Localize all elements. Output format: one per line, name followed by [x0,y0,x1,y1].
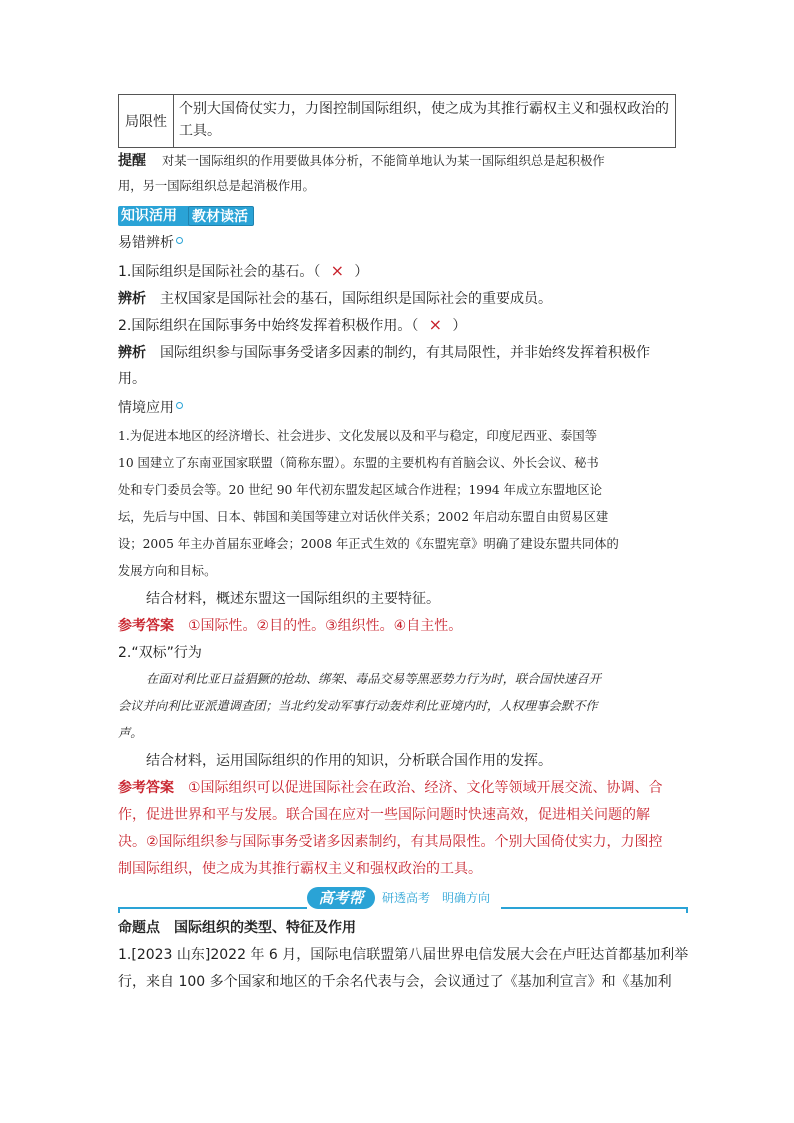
exam-question-line: 行，来自 100 多个国家和地区的千余名代表与会，会议通过了《基加利宣言》和《基加利 [118,974,672,990]
gaokao-banner [118,887,688,911]
analysis-label: 辨析 [118,291,146,307]
scenario-question-2: 结合材料，运用国际组织的作用的知识，分析联合国作用的发挥。 [146,753,552,769]
banner-subtitle: 研透高考 明确方向 [382,891,491,905]
tip-text-line: 用，另一国际组织总是起消极作用。 [118,179,315,193]
heading-dot-icon [176,402,183,409]
banner-hook [118,907,128,913]
question-1 [118,261,368,282]
answer-label: 参考答案 [118,618,174,634]
mistakes-heading-text: 易错辨析 [118,235,174,251]
table-text-line: 个别大国倚仗实力，力图控制国际组织，使之成为其推行霸权主义和强权政治的 [179,101,669,117]
section-tag-knowledge: 知识活用 [118,206,190,226]
table-text-line: 工具。 [179,123,221,139]
answer-2-line: 作，促进世界和平与发展。联合国在应对一些国际问题时快速高效，促进相关问题的解 [118,807,650,823]
material-1-line: 10 国建立了东南亚国家联盟（简称东盟）。东盟的主要机构有首脑会议、外长会议、秘书 [118,456,599,470]
analysis-1-text: 主权国家是国际社会的基石，国际组织是国际社会的重要成员。 [160,291,552,307]
bracket-close: ） [452,318,467,334]
answer-2-text: ①国际组织可以促进国际社会在政治、经济、文化等领域开展交流、协调、合 [188,780,663,796]
material-1-line: 设；2005 年主办首届东亚峰会；2008 年正式生效的《东盟宪章》明确了建设东盟共同体的 [118,537,619,551]
reference-answer-2 [118,778,663,798]
material-2-line: 会议并向利比亚派遣调查团；当北约发动军事行动轰炸利比亚境内时，人权理事会默不作 [118,699,598,713]
answer-2-line: 决。②国际组织参与国际事务受诸多因素制约，有其局限性。个别大国倚仗实力，力图控 [118,834,663,850]
analysis-2-cont: 用。 [118,371,146,387]
exam-question-line: 1.[2023 山东]2022 年 6 月，国际电信联盟第八届世界电信发展大会在卢旺达首都基加利举 [118,947,689,963]
banner-title: 高考帮 [307,887,375,909]
bracket-close: ） [354,264,369,280]
banner-hook [678,907,688,913]
material-2-line: 声。 [118,726,143,740]
question-1-text: 1.国际组织是国际社会的基石。（ [118,264,321,280]
material-1-line: 发展方向和目标。 [118,564,217,578]
material-1-line: 处和专门委员会等。20 世纪 90 年代初东盟发起区域合作进程；1994 年成立东盟地区论 [118,483,603,497]
reference-answer-1 [118,616,462,636]
answer-label: 参考答案 [118,780,174,796]
limitation-table [118,94,676,148]
tip-text-line: 对某一国际组织的作用要做具体分析，不能简单地认为某一国际组织总是起积极作 [162,154,605,168]
material-2-line: 在面对利比亚日益猖獗的抢劫、绑架、毒品交易等黑恶势力行为时，联合国快速召开 [146,672,601,686]
heading-dot-icon [176,237,183,244]
exam-point [118,918,356,938]
mistakes-heading [118,233,183,253]
analysis-2-text: 国际组织参与国际事务受诸多因素的制约，有其局限性，并非始终发挥着积极作 [160,345,650,361]
table-label: 局限性 [119,95,174,147]
scenario-heading-text: 情境应用 [118,400,174,416]
tip-label: 提醒 [118,153,146,169]
material-1-line: 1.为促进本地区的经济增长、社会进步、文化发展以及和平与稳定，印度尼西亚、泰国等 [118,429,598,443]
scenario-question-1: 结合材料，概述东盟这一国际组织的主要特征。 [146,591,440,607]
material-2-title: 2.“双标”行为 [118,645,202,661]
wrong-mark-icon: × [330,261,345,280]
question-2-text: 2.国际组织在国际事务中始终发挥着积极作用。（ [118,318,419,334]
banner-badge [307,887,501,909]
exam-point-label: 命题点 [118,920,160,936]
analysis-1 [118,289,552,309]
analysis-label: 辨析 [118,345,146,361]
wrong-mark-icon: × [428,315,443,334]
answer-2-line: 制国际组织，使之成为其推行霸权主义和强权政治的工具。 [118,861,482,877]
answer-1-text: ①国际性。②目的性。③组织性。④自主性。 [188,618,463,634]
exam-point-text: 国际组织的类型、特征及作用 [174,920,356,936]
section-tag-textbook: 教材读活 [188,206,254,226]
analysis-2 [118,343,650,363]
question-2 [118,315,466,336]
material-1-line: 坛，先后与中国、日本、韩国和美国等建立对话伙伴关系；2002 年启动东盟自由贸易区建 [118,510,609,524]
scenario-heading [118,398,183,418]
